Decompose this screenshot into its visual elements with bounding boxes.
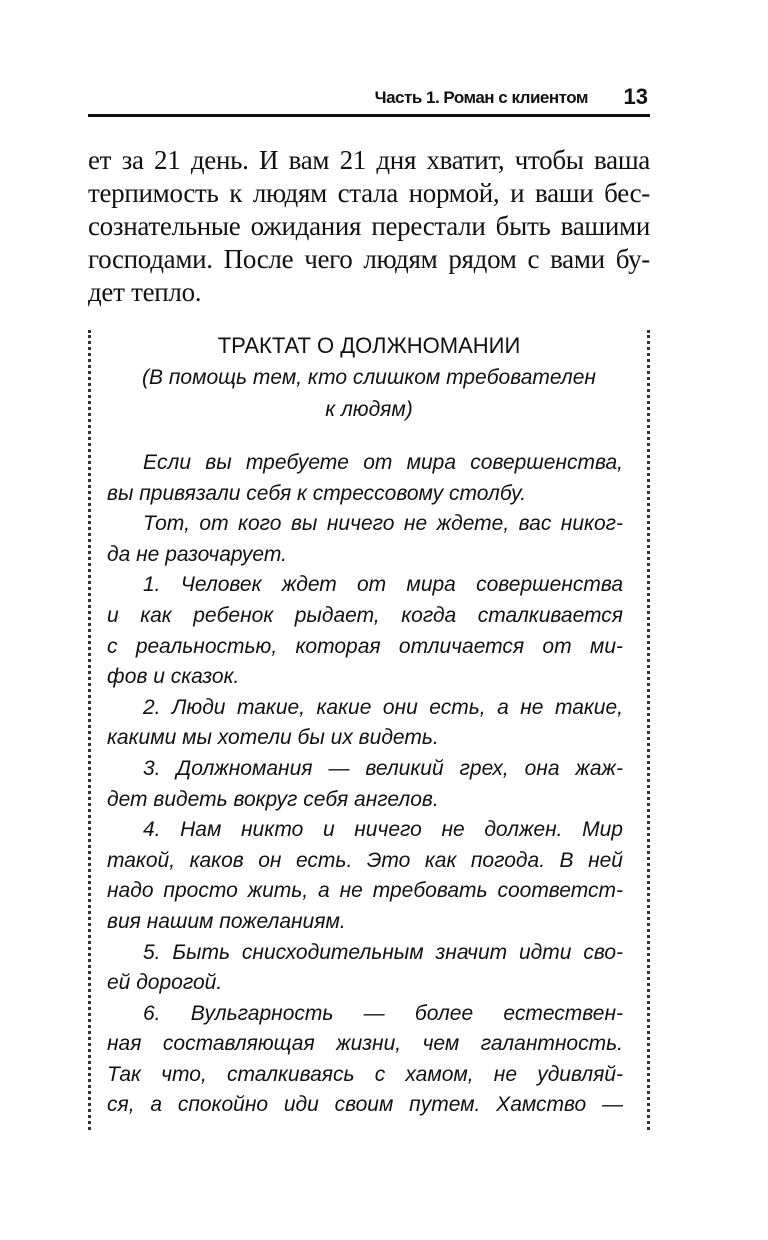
- text-line: Так что, сталкиваясь с хамом, не удивляй-: [107, 1062, 623, 1086]
- running-title: Часть 1. Роман с клиентом: [374, 88, 588, 107]
- text-line: ей дорогой.: [107, 971, 223, 995]
- text-line: вы привязали себя к стрессовому столбу.: [107, 481, 527, 505]
- running-header: [88, 86, 650, 117]
- text-line: 3. Должномания — великий грех, она жаж-: [143, 756, 623, 780]
- box-title: ТРАКТАТ О ДОЛЖНОМАНИИ: [217, 333, 521, 358]
- paragraph: [107, 509, 623, 570]
- paragraph: [107, 754, 623, 815]
- text-line: 4. Нам никто и ничего не должен. Мир: [143, 818, 623, 842]
- paragraph: [107, 999, 623, 1121]
- box-text: [107, 448, 623, 1121]
- sidebar-box: [88, 330, 650, 1130]
- text-line: сознательные ожидания перестали быть вашими: [88, 211, 650, 241]
- text-line: господами. После чего людям рядом с вами бу-: [88, 244, 650, 274]
- box-subtitle: [91, 362, 647, 426]
- text-line: дет тепло.: [88, 277, 202, 307]
- text-line: 6. Вульгарность — более естествен-: [143, 1001, 623, 1025]
- paragraph: [107, 693, 623, 754]
- paragraph: [107, 448, 623, 509]
- text-line: вия нашим пожеланиям.: [107, 909, 346, 933]
- text-line: Если вы требуете от мира совершенства,: [143, 451, 623, 474]
- text-line: и как ребенок рыдает, когда сталкивается: [107, 603, 623, 627]
- paragraph: [107, 815, 623, 937]
- text-line: терпимость к людям стала нормой, и ваши бес-: [88, 178, 650, 208]
- text-line: фов и сказок.: [107, 665, 240, 689]
- paragraph: [107, 938, 623, 999]
- text-line: дет видеть вокруг себя ангелов.: [107, 787, 439, 811]
- text-line: Тот, от кого вы ничего не ждете, вас никог-: [143, 512, 623, 536]
- paragraph: [107, 570, 623, 692]
- text-line: какими мы хотели бы их видеть.: [107, 726, 439, 750]
- text-line: 1. Человек ждет от мира совершенства: [143, 573, 623, 597]
- text-line: 5. Быть снисходительным значит идти сво-: [143, 940, 623, 964]
- body-text: [88, 144, 650, 309]
- subtitle-line: (В помощь тем, кто слишком требователен: [142, 366, 596, 389]
- text-line: такой, каков он есть. Это как погода. В ней: [107, 848, 623, 872]
- text-line: ет за 21 день. И вам 21 дня хватит, чтобы ваша: [88, 145, 650, 175]
- text-line: ся, а спокойно иди своим путем. Хамство —: [107, 1093, 623, 1117]
- text-line: 2. Люди такие, какие они есть, а не такие,: [143, 695, 623, 719]
- text-line: надо просто жить, а не требовать соответст-: [107, 879, 623, 903]
- page-number: 13: [623, 84, 648, 109]
- subtitle-line: к людям): [325, 398, 413, 421]
- text-line: ная составляющая жизни, чем галантность.: [107, 1032, 623, 1056]
- text-line: с реальностью, которая отличается от ми-: [107, 634, 623, 658]
- text-line: да не разочарует.: [107, 542, 287, 566]
